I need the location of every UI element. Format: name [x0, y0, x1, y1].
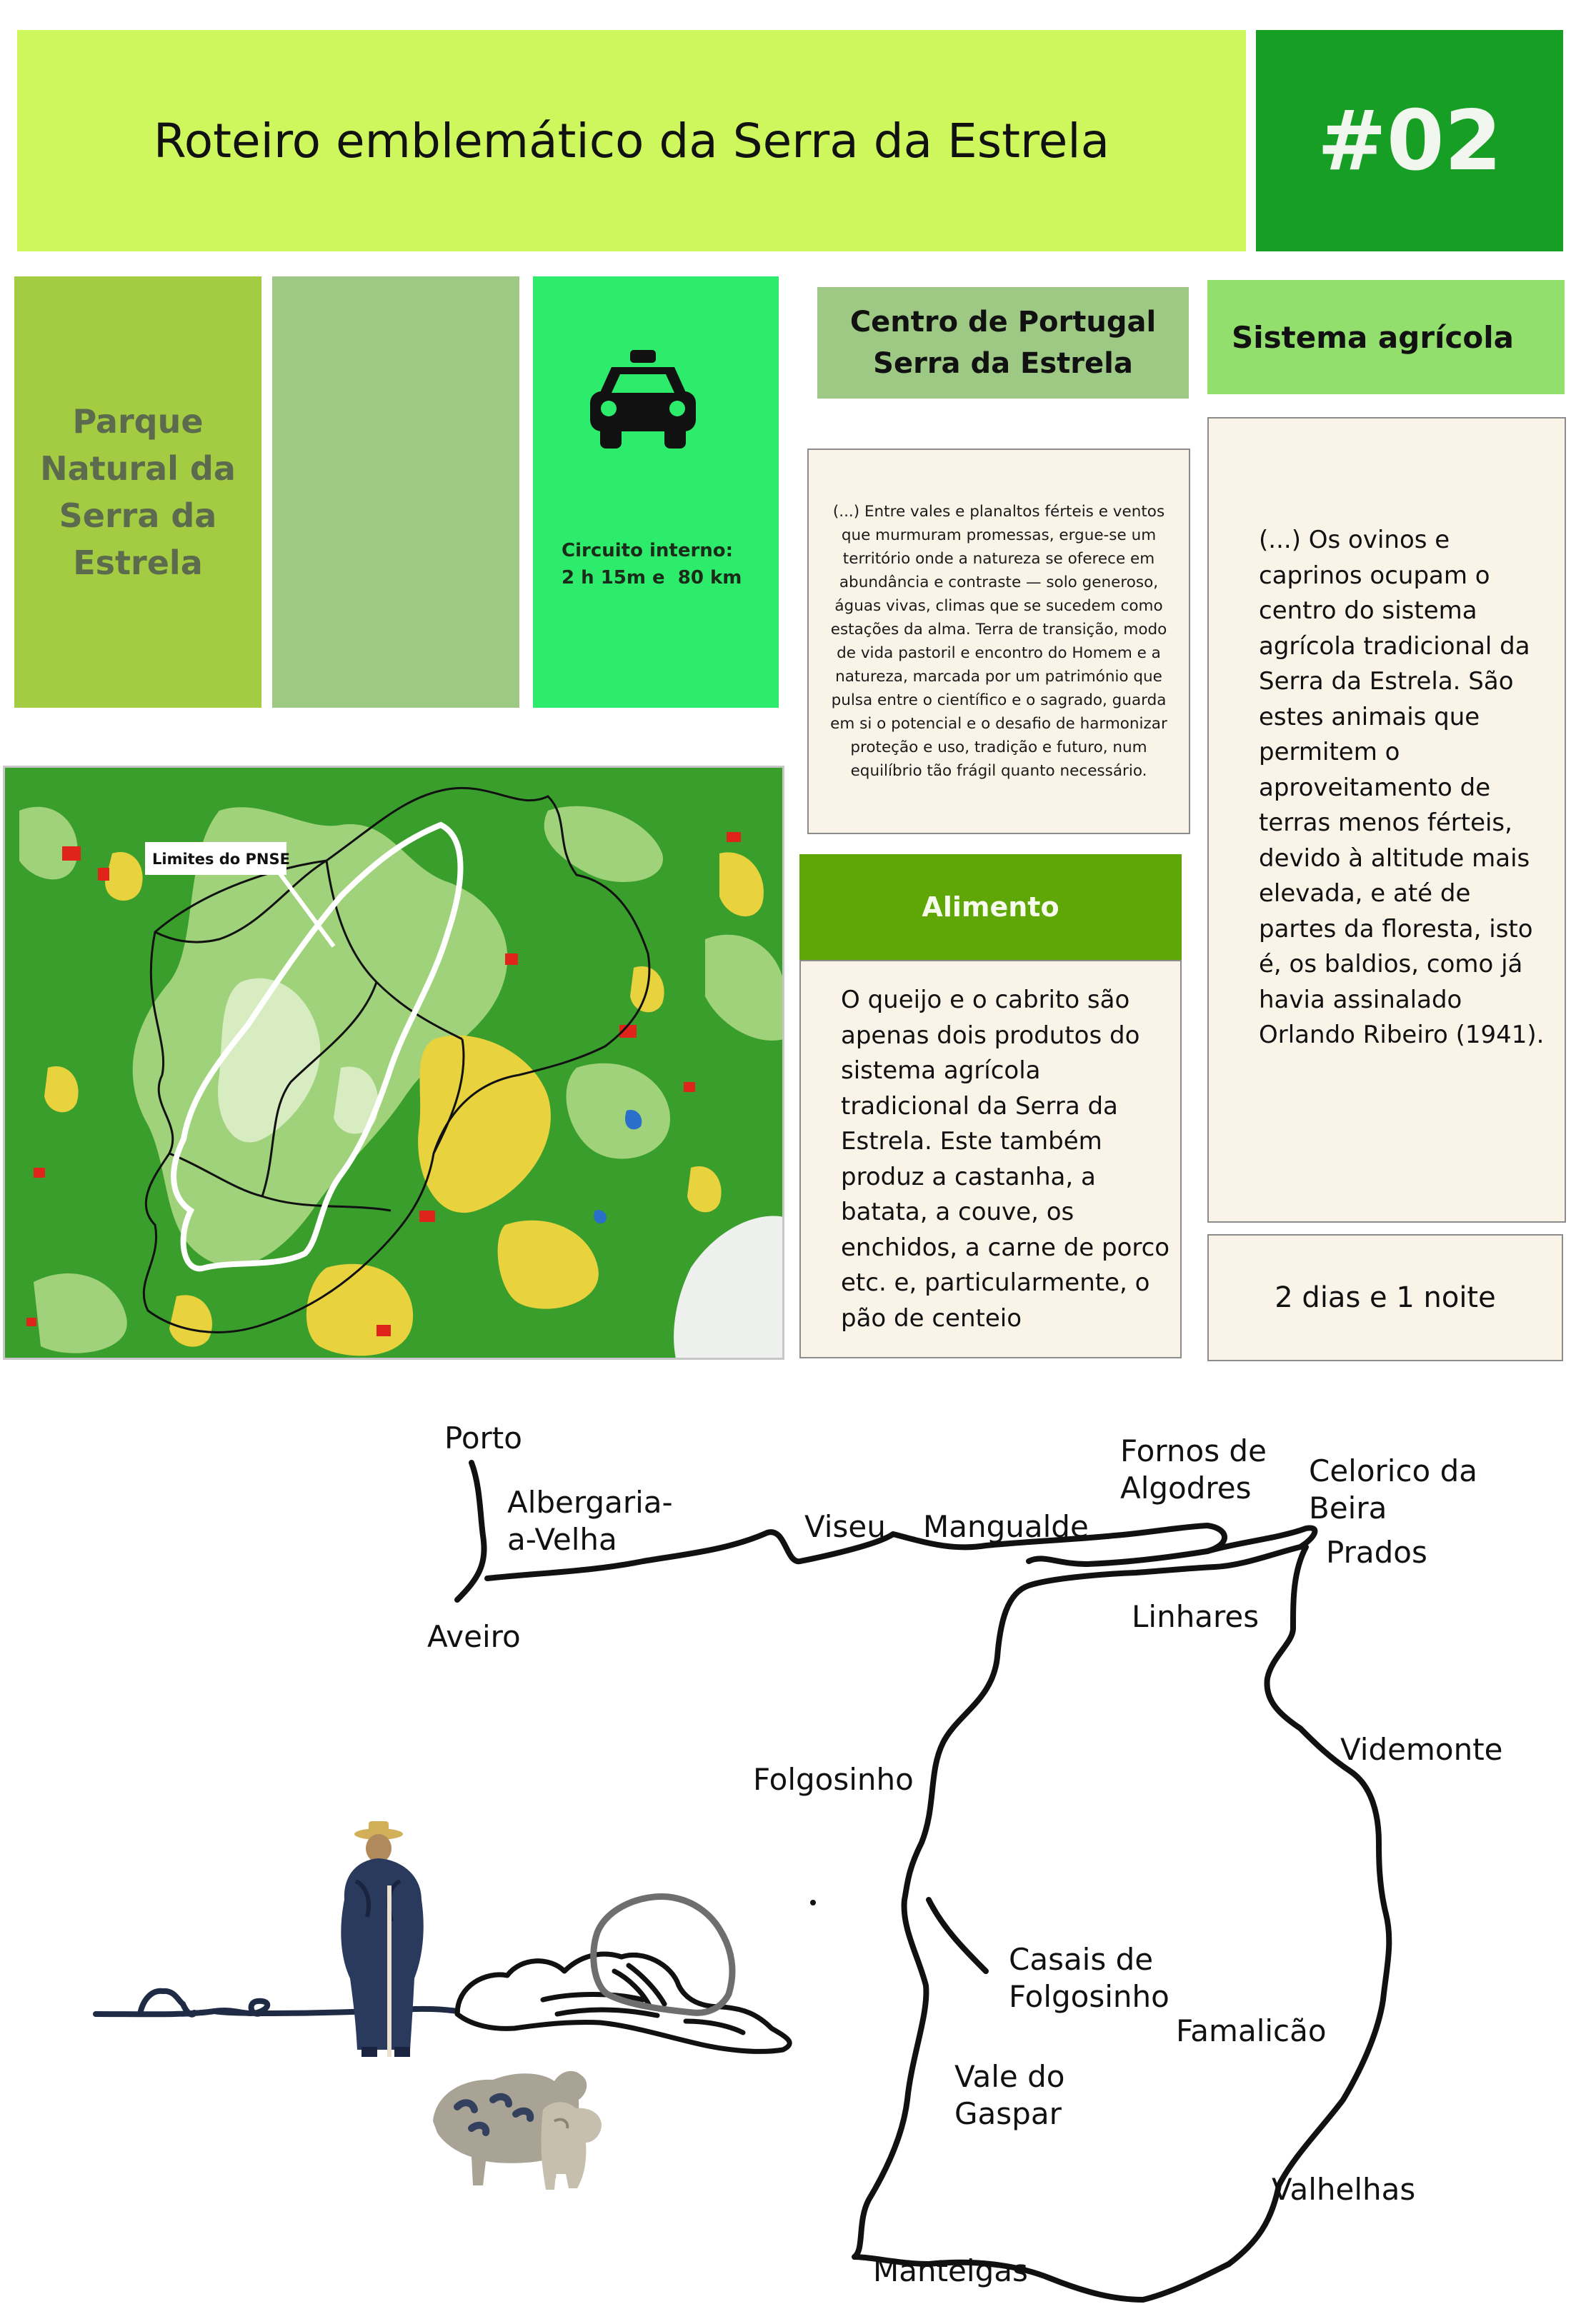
food-text: O queijo e o cabrito são apenas dois produtos do sistema agrícola tradicional da Serra da Estrela. Este também produz a castanha, a batata, a couve, os enchidos, a carne de porco etc. e, particularmente, o pão de centeio — [841, 986, 1170, 1333]
park-name: Parque Natural da Serra da Estrela — [40, 402, 236, 582]
blank-tile — [272, 276, 519, 708]
park-name-tile — [14, 276, 261, 708]
circuit-info: Circuito interno: 2 h 15m e 80 km — [562, 540, 742, 588]
agriculture-heading-box — [1207, 280, 1565, 394]
place-label-line: Vale do — [954, 2059, 1065, 2094]
label-aveiro: Aveiro — [427, 1619, 521, 1654]
place-label-line: Casais de — [1009, 1942, 1154, 1977]
agriculture-heading: Sistema agrícola — [1232, 319, 1514, 355]
region-heading: Centro de Portugal Serra da Estrela — [849, 306, 1157, 380]
label-albergaria — [507, 1485, 673, 1557]
circuit-tile — [533, 276, 779, 708]
sheep-pair — [433, 2071, 602, 2190]
intro-quote: (...) Entre vales e planaltos férteis e ventos que murmuram promessas, ergue-se um território onde a natureza se oferece em abundância e contraste — solo generoso, águas vivas, climas que se sucedem como estações da alma. Terra de transição, modo de vida pastoril e encontro do Homem e a natureza, marcada por um património que pulsa entre o científico e o sagrado, guarda em si o potencial e o desafio de harmonizar proteção e uso, tradição e futuro, num equilíbrio tão frágil quanto necessário. — [830, 503, 1167, 780]
route-porto-aveiro — [457, 1463, 484, 1600]
label-videmonte: Videmonte — [1340, 1732, 1503, 1767]
land-cover-map — [3, 766, 784, 1360]
route-spur-casais — [929, 1900, 986, 1971]
label-fornos — [1120, 1433, 1267, 1506]
shepherd-figure — [341, 1821, 423, 2057]
place-label-line: Gaspar — [954, 2096, 1062, 2131]
route-number: #02 — [1317, 92, 1502, 189]
place-label-line: Algodres — [1120, 1471, 1252, 1506]
intro-quote-box — [807, 449, 1190, 834]
map-callout: Limites do PNSE — [152, 851, 290, 868]
car-icon — [590, 349, 696, 449]
route-labels — [427, 1421, 1503, 2288]
place-label-line: Albergaria- — [507, 1485, 673, 1520]
label-celorico — [1309, 1453, 1477, 1526]
label-prados: Prados — [1326, 1535, 1427, 1570]
label-famalicao: Famalicão — [1176, 2013, 1327, 2048]
place-label-line: Fornos de — [1120, 1433, 1267, 1468]
title-banner — [17, 30, 1246, 251]
label-linhares: Linhares — [1132, 1599, 1260, 1634]
food-heading: Alimento — [922, 891, 1059, 923]
label-vale — [954, 2059, 1064, 2131]
region-heading-box — [817, 287, 1189, 399]
agriculture-text-box — [1207, 417, 1566, 1223]
label-casais — [1009, 1942, 1169, 2014]
label-folgosinho: Folgosinho — [753, 1762, 914, 1797]
place-label-line: Beira — [1309, 1491, 1387, 1526]
label-mangualde: Mangualde — [923, 1509, 1089, 1544]
place-label-line: a-Velha — [507, 1522, 617, 1557]
food-heading-box — [799, 854, 1182, 960]
agriculture-text: (...) Os ovinos e caprinos ocupam o centro do sistema agrícola tradicional da Serra da Estrela. São estes animais que permitem o aproveitamento de terras menos férteis, devido à altitude mais elevada, e até de partes da floresta, isto é, os baldios, como já havia assinalado Orlando Ribeiro (1941). — [1259, 526, 1545, 1049]
land-cover-map-graphic — [5, 768, 784, 1360]
route-number-banner — [1256, 30, 1563, 251]
duration-text: 2 dias e 1 noite — [1275, 1281, 1496, 1314]
label-manteigas: Manteigas — [873, 2253, 1028, 2288]
page-title: Roteiro emblemático da Serra da Estrela — [153, 113, 1110, 169]
place-label-line: Celorico da — [1309, 1453, 1478, 1488]
map-dot — [810, 1900, 816, 1905]
label-viseu: Viseu — [804, 1509, 886, 1544]
food-text-box — [799, 960, 1182, 1358]
place-label-line: Folgosinho — [1009, 1979, 1169, 2014]
label-valhelhas: Valhelhas — [1272, 2172, 1416, 2207]
label-porto: Porto — [444, 1421, 522, 1456]
route-diagram — [0, 1386, 1576, 2321]
duration-box — [1207, 1234, 1563, 1361]
